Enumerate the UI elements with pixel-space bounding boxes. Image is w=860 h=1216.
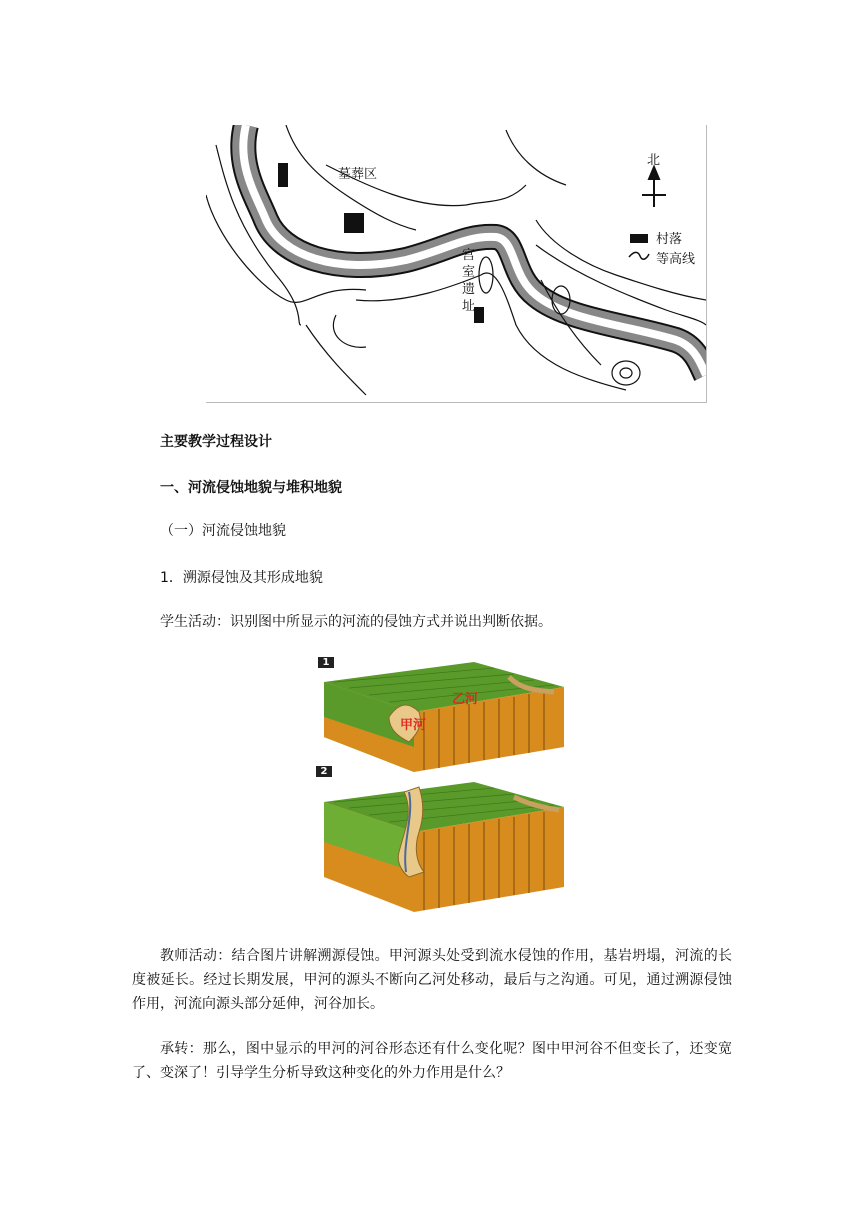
transition-paragraph: 承转：那么，图中显示的甲河的河谷形态还有什么变化呢？图中甲河谷不但变长了，还变宽了、变深了！引导学生分析导致这种变化的外力作用是什么？	[132, 1041, 732, 1081]
legend-village-label: 村落	[656, 232, 683, 247]
contour-line-icon	[628, 251, 650, 261]
item-heading: 1．溯源侵蚀及其形成地貌	[160, 570, 323, 586]
river-yi-label: 乙河	[452, 692, 479, 707]
main-heading: 主要教学过程设计	[160, 434, 272, 450]
block-2	[324, 782, 564, 912]
north-arrow-icon	[642, 167, 666, 207]
palace-char: 遗	[462, 282, 476, 297]
step-1-badge: 1	[318, 657, 334, 668]
section-heading: 一、河流侵蚀地貌与堆积地貌	[160, 480, 342, 496]
village-rect-icon	[630, 234, 648, 243]
block-1	[324, 662, 564, 772]
village-marker	[278, 163, 288, 187]
palace-char: 址	[462, 299, 476, 314]
subsection-heading: （一）河流侵蚀地貌	[160, 523, 286, 539]
palace-char: 宫	[462, 248, 476, 263]
headward-erosion-figure	[314, 652, 574, 914]
step-2-badge: 2	[316, 766, 332, 777]
river-map-figure	[206, 125, 707, 403]
block-diagram-drawing	[314, 652, 574, 914]
north-label: 北	[647, 153, 661, 168]
student-activity-text: 学生活动：识别图中所显示的河流的侵蚀方式并说出判断依据。	[160, 614, 552, 630]
legend-contour-label: 等高线	[656, 252, 696, 267]
village-marker	[344, 213, 364, 233]
cemetery-label: 墓葬区	[338, 167, 378, 182]
teacher-activity-paragraph: 教师活动：结合图片讲解溯源侵蚀。甲河源头处受到流水侵蚀的作用，基岩坍塌，河流的长度被延长。经过长期发展，甲河的源头不断向乙河处移动，最后与之沟通。可见，通过溯源侵蚀作用，河流向源头部分延伸，河谷加长。	[132, 948, 732, 1012]
palace-char: 室	[462, 265, 476, 280]
river-jia-label: 甲河	[400, 718, 427, 733]
